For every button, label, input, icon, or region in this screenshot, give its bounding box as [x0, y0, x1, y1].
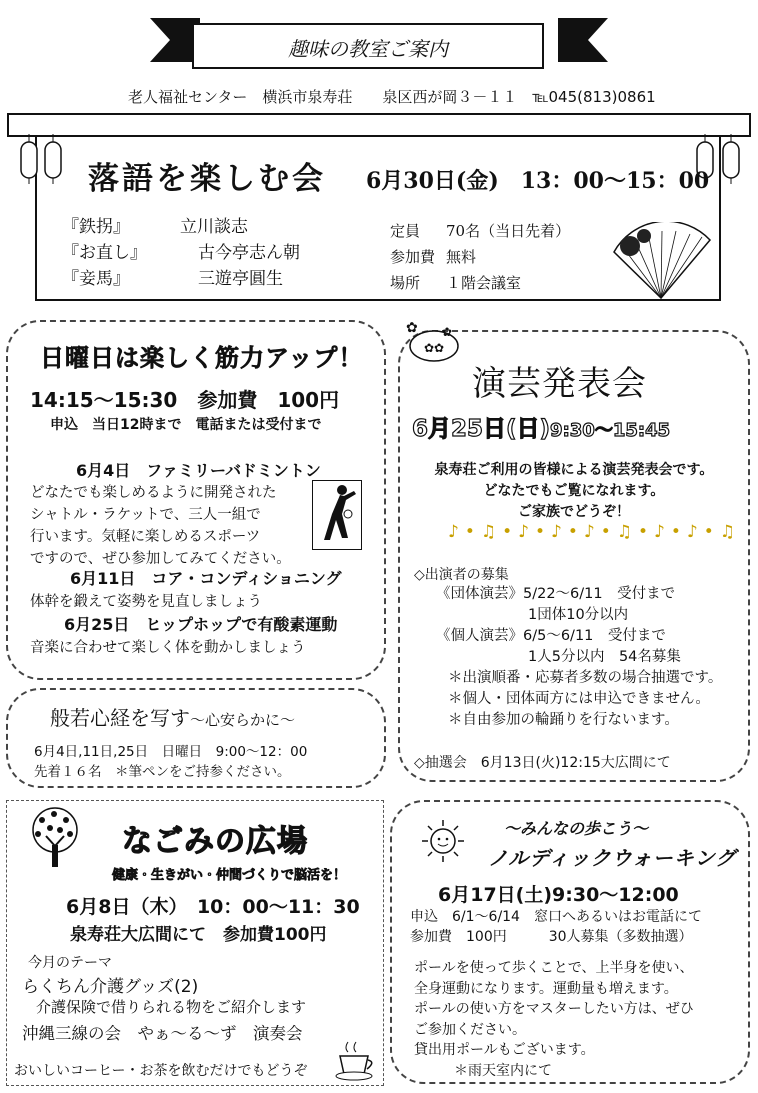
sunday-item-desc: 体幹を鍛えて姿勢を見直しましょう [30, 594, 262, 610]
program-item: 『妾馬』 三遊亭圓生 [62, 269, 283, 289]
engei-group: 《団体演芸》5/22～6/11 受付まで 1団体10分以内 《個人演芸》6/5～6/11 受付まで 1人5分以内 54名募集 [436, 586, 681, 665]
nagomi-footer: おいしいコーヒー・お茶を飲むだけでもどうぞ [14, 1063, 308, 1079]
nagomi-tagline: 健康・生きがい・仲間づくりで脳活を！ [112, 868, 347, 883]
page-title: 趣味の教室ご案内 [288, 36, 448, 61]
sunday-item-heading: 6月25日 ヒップホップで有酸素運動 [64, 615, 338, 634]
engei-notes: ＊出演順番・応募者多数の場合抽選です。 ＊個人・団体両方には申込できません。 ＊自由参加の輪踊りを行ないます。 [448, 670, 723, 728]
flower-sign-icon [396, 316, 466, 366]
svg-text:✿: ✿ [406, 320, 418, 336]
nagomi-place-fee: 泉寿荘大広間にて 参加費100円 [70, 925, 327, 945]
walking-title-1: ～みんなの歩こう～ [504, 819, 649, 838]
rakugo-program [62, 214, 362, 292]
coffee-cup-icon [334, 1040, 378, 1082]
engei-recruit-head: ◇出演者の募集 [414, 567, 509, 583]
nagomi-title: なごみの広場 [122, 824, 308, 859]
info-item: 定員 70名（当日先着） [390, 222, 571, 240]
sun-icon [420, 818, 466, 864]
sunday-apply: 申込 当日12時まで 電話または受付まで [50, 417, 322, 433]
sunday-item-desc: 音楽に合わせて楽しく体を動かしましょう [30, 640, 306, 656]
hannya-schedule: 6月4日,11日,25日 日曜日 9:00～12：00 [34, 744, 308, 760]
walking-desc: ポールを使って歩くことで、上半身を使い、 全身運動になります。運動量も増えます。 ポールの使い方をマスターしたい方は、ぜひ ご参加ください。 貸出用ポールもございます。 [414, 960, 694, 1058]
badminton-player-icon [312, 480, 362, 550]
nagomi-theme-label: 今月のテーマ [28, 955, 112, 971]
fan-icon [606, 222, 716, 302]
nagomi-theme: らくちん介護グッズ(2) [22, 977, 199, 997]
engei-title: 演芸発表会 [472, 364, 647, 404]
hannya-note: 先着１６名 ＊筆ペンをご持参ください。 [34, 764, 291, 780]
nagomi-theme-desc: 介護保険で借りられる物をご紹介します [36, 998, 307, 1016]
sunday-item-heading: 6月11日 コア・コンディショニング [70, 569, 342, 588]
tree-icon [20, 806, 90, 870]
walking-title-2: ノルディックウォーキング [488, 846, 737, 870]
rakugo-title: 落語を楽しむ会 [88, 161, 326, 197]
svg-text:✿✿: ✿✿ [424, 341, 445, 355]
info-item: 場所 １階会議室 [390, 274, 522, 292]
sunday-item-heading: 6月4日 ファミリーバドミントン [76, 461, 321, 480]
lantern-icon [716, 134, 746, 214]
sunday-item-desc: どなたでも楽しめるように開発された シャトル・ラケットで、三人一組で 行います。気軽に楽しめるスポーツ ですので、ぜひ参加してみてください。 [30, 485, 291, 567]
lantern-icon [38, 134, 68, 214]
engei-intro: 泉寿荘ご利用の皆様による演芸発表会です。 どなたでもご覧になれます。 ご家族でどうぞ！ [434, 462, 714, 520]
nagomi-performance: 沖縄三線の会 やぁ～る～ず 演奏会 [22, 1024, 303, 1043]
nagomi-date: 6月8日（木） 10：00～11：30 [66, 896, 360, 918]
address-line: 老人福祉センター 横浜市泉寿荘 泉区西が岡３－１１ ℡045(813)0861 [128, 88, 656, 106]
svg-text:✿: ✿ [442, 325, 453, 339]
rakugo-info [390, 218, 570, 296]
walking-fee: 参加費 100円 30人募集（多数抽選） [410, 929, 693, 945]
rakugo-datetime: 6月30日(金) 13：00～15：00 [366, 168, 710, 194]
program-item: 『鉄拐』 立川談志 [62, 217, 248, 237]
engei-lottery: ◇抽選会 6月13日(火)12:15大広間にて [414, 755, 671, 771]
engei-date: 6月25日(日)9:30～15:45 [412, 416, 671, 442]
sunday-title: 日曜日は楽しく筋力アップ！ [40, 344, 364, 372]
walking-datetime: 6月17日(土)9:30～12:00 [438, 884, 679, 906]
music-note-icon: ♪•♫•♪•♪•♪•♫•♪•♪•♫ [448, 522, 742, 542]
hannya-title: 般若心経を写す～心安らかに～ [50, 706, 296, 730]
program-item: 『お直し』 古今亭志ん朝 [62, 243, 300, 263]
walking-rain-note: ＊雨天室内にて [454, 1063, 552, 1079]
sunday-time-fee: 14:15～15:30 参加費 100円 [30, 388, 340, 412]
info-item: 参加費 無料 [390, 248, 477, 266]
walking-apply: 申込 6/1～6/14 窓口へあるいはお電話にて [410, 909, 702, 925]
